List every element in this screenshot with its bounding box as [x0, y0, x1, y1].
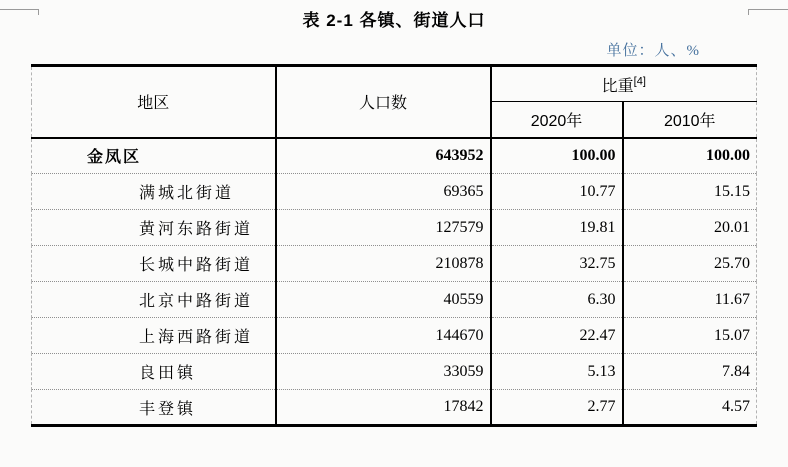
- population-cell: 40559: [276, 282, 491, 318]
- region-cell: 金凤区: [32, 138, 276, 174]
- population-cell: 33059: [276, 354, 491, 390]
- table-row: [32, 282, 757, 318]
- population-cell: 17842: [276, 390, 491, 426]
- share-2010-cell: 20.01: [623, 210, 757, 246]
- share-2010-cell: 7.84: [623, 354, 757, 390]
- header-year-2020: 2020年: [491, 102, 623, 138]
- population-cell: 127579: [276, 210, 491, 246]
- population-cell: 210878: [276, 246, 491, 282]
- population-cell: 144670: [276, 318, 491, 354]
- unit-label: 单位：人、%: [606, 43, 700, 59]
- region-cell: 满城北街道: [32, 174, 276, 210]
- table-row: [32, 246, 757, 282]
- share-2020-cell: 6.30: [491, 282, 623, 318]
- share-2010-cell: 100.00: [623, 138, 757, 174]
- region-cell: 良田镇: [32, 354, 276, 390]
- table-row: [32, 390, 757, 426]
- share-footnote: [4]: [633, 75, 646, 88]
- region-cell: 上海西路街道: [32, 318, 276, 354]
- header-share-label: 比重: [601, 77, 634, 95]
- population-table: [31, 64, 757, 427]
- region-cell: 黄河东路街道: [32, 210, 276, 246]
- share-2010-cell: 4.57: [623, 390, 757, 426]
- table-row: [32, 210, 757, 246]
- document-page: [0, 9, 788, 467]
- share-2020-cell: 100.00: [491, 138, 623, 174]
- page-boundary-mark-left: [0, 9, 39, 15]
- page-boundary-mark-right: [748, 9, 788, 15]
- header-row-top: [32, 66, 757, 102]
- share-2020-cell: 10.77: [491, 174, 623, 210]
- table-row: [32, 174, 757, 210]
- header-share: [491, 66, 757, 102]
- population-cell: 69365: [276, 174, 491, 210]
- table-row: [32, 354, 757, 390]
- table-title: 表 2-1 各镇、街道人口: [302, 11, 486, 30]
- share-2020-cell: 2.77: [491, 390, 623, 426]
- share-2020-cell: 19.81: [491, 210, 623, 246]
- table-row: [32, 318, 757, 354]
- region-cell: 丰登镇: [32, 390, 276, 426]
- region-cell: 长城中路街道: [32, 246, 276, 282]
- header-population: 人口数: [276, 66, 491, 138]
- header-region: 地区: [137, 95, 170, 113]
- share-2020-cell: 32.75: [491, 246, 623, 282]
- share-2010-cell: 11.67: [623, 282, 757, 318]
- share-2010-cell: 15.15: [623, 174, 757, 210]
- share-2010-cell: 25.70: [623, 246, 757, 282]
- population-cell: 643952: [276, 138, 491, 174]
- share-2020-cell: 5.13: [491, 354, 623, 390]
- share-2020-cell: 22.47: [491, 318, 623, 354]
- share-2010-cell: 15.07: [623, 318, 757, 354]
- header-year-2010: 2010年: [623, 102, 757, 138]
- table-row-total: [32, 138, 757, 174]
- region-cell: 北京中路街道: [32, 282, 276, 318]
